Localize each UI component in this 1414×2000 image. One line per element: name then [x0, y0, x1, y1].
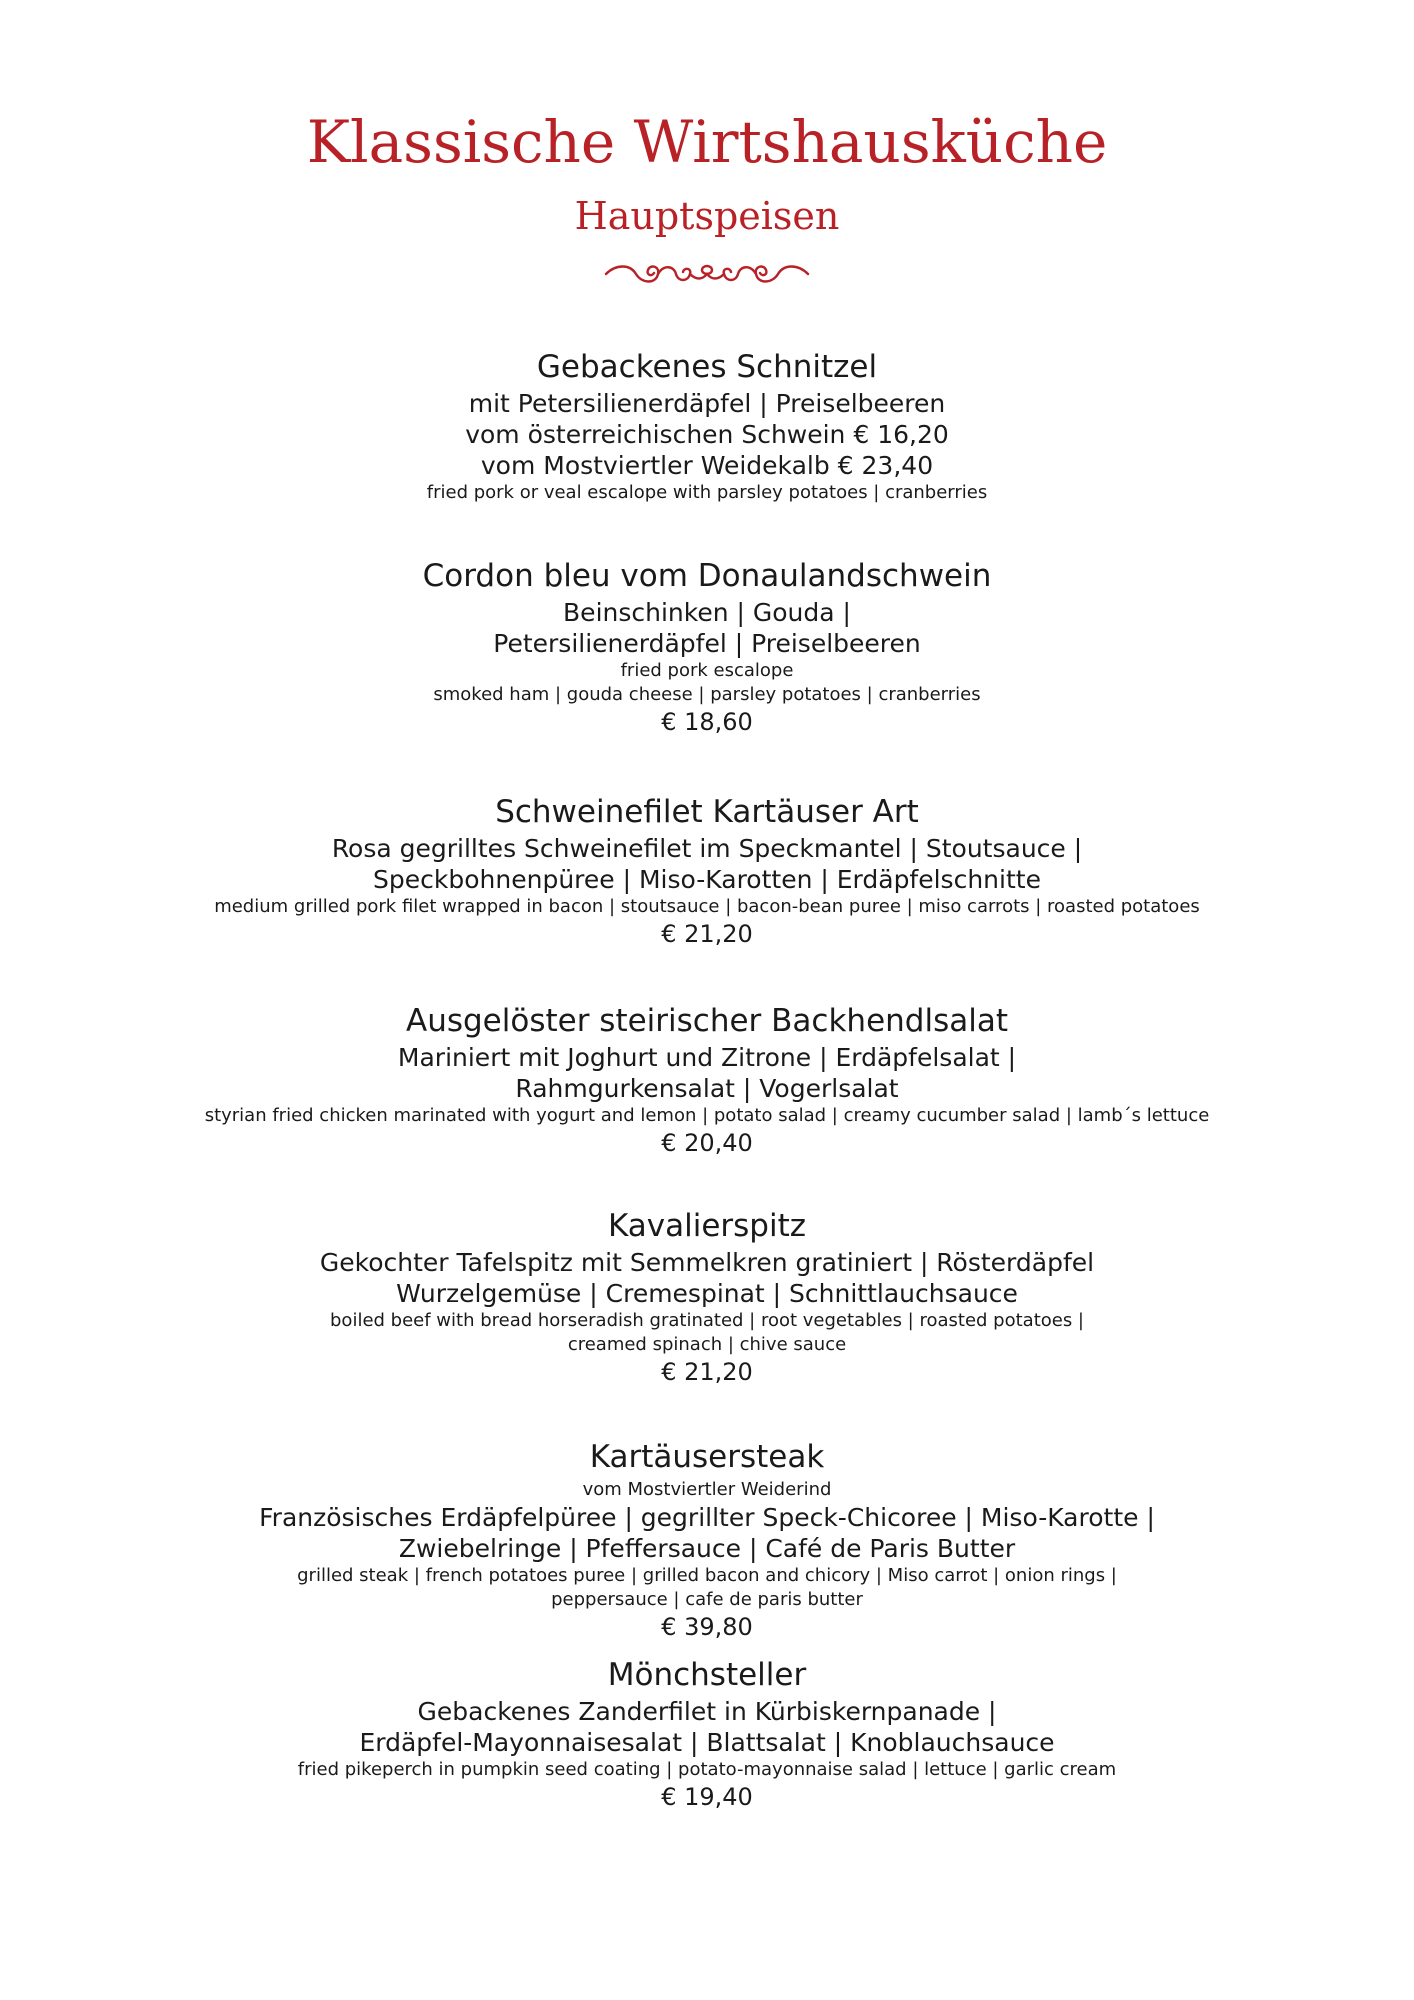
- dish-description-line: Rahmgurkensalat | Vogerlsalat: [515, 1074, 899, 1103]
- dish-price-line-veal: vom Mostviertler Weidekalb € 23,40: [480, 451, 934, 480]
- dish-english-description: creamed spinach | chive sauce: [567, 1334, 847, 1355]
- dish-description-line: mit Petersilienerdäpfel | Preiselbeeren: [468, 389, 946, 418]
- dish-price-line-pork: vom österreichischen Schwein € 16,20: [465, 420, 949, 449]
- dish-english-description: fried pork escalope: [620, 660, 794, 681]
- dish-price: € 20,40: [661, 1129, 753, 1157]
- dish-price: € 21,20: [661, 920, 753, 948]
- dish-name: Mönchsteller: [607, 1657, 807, 1693]
- dish-name: Kavalierspitz: [607, 1208, 807, 1244]
- dish-description-line: Wurzelgemüse | Cremespinat | Schnittlauchsauce: [396, 1279, 1018, 1308]
- dish-price: € 19,40: [661, 1783, 753, 1811]
- dish-description-line: Speckbohnenpüree | Miso-Karotten | Erdäpfelschnitte: [373, 865, 1041, 894]
- dish-description-line: Gebackenes Zanderfilet in Kürbiskernpanade |: [417, 1697, 997, 1726]
- dish-description-line: Zwiebelringe | Pfeffersauce | Café de Paris Butter: [398, 1534, 1016, 1563]
- scroll-ornament-icon: [602, 252, 812, 294]
- dish-description-line: Rosa gegrilltes Schweinefilet im Speckmantel | Stoutsauce |: [331, 834, 1083, 863]
- dish-name: Ausgelöster steirischer Backhendlsalat: [405, 1003, 1008, 1039]
- dish-description-line: Beinschinken | Gouda |: [563, 598, 851, 627]
- dish-english-description: grilled steak | french potatoes puree | grilled bacon and chicory | Miso carrot | onion rings |: [297, 1565, 1117, 1586]
- dish-name: Cordon bleu vom Donaulandschwein: [422, 558, 992, 594]
- dish-description-line: Mariniert mit Joghurt und Zitrone | Erdäpfelsalat |: [397, 1043, 1017, 1072]
- page-subtitle: Hauptspeisen: [574, 194, 840, 238]
- dish-english-description: peppersauce | cafe de paris butter: [551, 1589, 863, 1610]
- dish-cordon-bleu: [0, 555, 1414, 738]
- dish-english-description: styrian fried chicken marinated with yogurt and lemon | potato salad | creamy cucumber salad | lamb´s lettuce: [204, 1105, 1210, 1126]
- dish-english-description: fried pikeperch in pumpkin seed coating | potato-mayonnaise salad | lettuce | garlic cream: [297, 1759, 1117, 1780]
- dish-backhendlsalat: [0, 1000, 1414, 1159]
- dish-description-line: Gekochter Tafelspitz mit Semmelkren gratiniert | Rösterdäpfel: [319, 1248, 1095, 1277]
- dish-price: € 39,80: [661, 1613, 753, 1641]
- dish-description-line: Französisches Erdäpfelpüree | gegrillter Speck-Chicoree | Miso-Karotte |: [259, 1503, 1155, 1532]
- dish-description-line: Erdäpfel-Mayonnaisesalat | Blattsalat | Knoblauchsauce: [359, 1728, 1055, 1757]
- dish-price: € 18,60: [661, 708, 753, 736]
- dish-price: € 21,20: [661, 1358, 753, 1386]
- dish-kavalierspitz: [0, 1205, 1414, 1388]
- dish-name: Gebackenes Schnitzel: [536, 349, 878, 385]
- dish-name: Kartäusersteak: [589, 1439, 825, 1475]
- dish-schweinefilet: [0, 791, 1414, 950]
- dish-english-description: smoked ham | gouda cheese | parsley potatoes | cranberries: [433, 684, 981, 705]
- dish-description-line: Petersilienerdäpfel | Preiselbeeren: [493, 629, 921, 658]
- dish-name: Schweinefilet Kartäuser Art: [495, 794, 919, 830]
- dish-english-description: medium grilled pork filet wrapped in bacon | stoutsauce | bacon-bean puree | miso carrots | roasted potatoes: [214, 896, 1200, 917]
- dish-english-description: boiled beef with bread horseradish gratinated | root vegetables | roasted potatoes |: [330, 1310, 1084, 1331]
- dish-origin-note: vom Mostviertler Weiderind: [582, 1479, 832, 1500]
- dish-moenchsteller: [0, 1654, 1414, 1813]
- dish-kartaeusersteak: [0, 1436, 1414, 1643]
- dish-english-description: fried pork or veal escalope with parsley potatoes | cranberries: [426, 482, 988, 503]
- dish-gebackenes-schnitzel: [0, 346, 1414, 505]
- page-title: Klassische Wirtshausküche: [306, 108, 1108, 176]
